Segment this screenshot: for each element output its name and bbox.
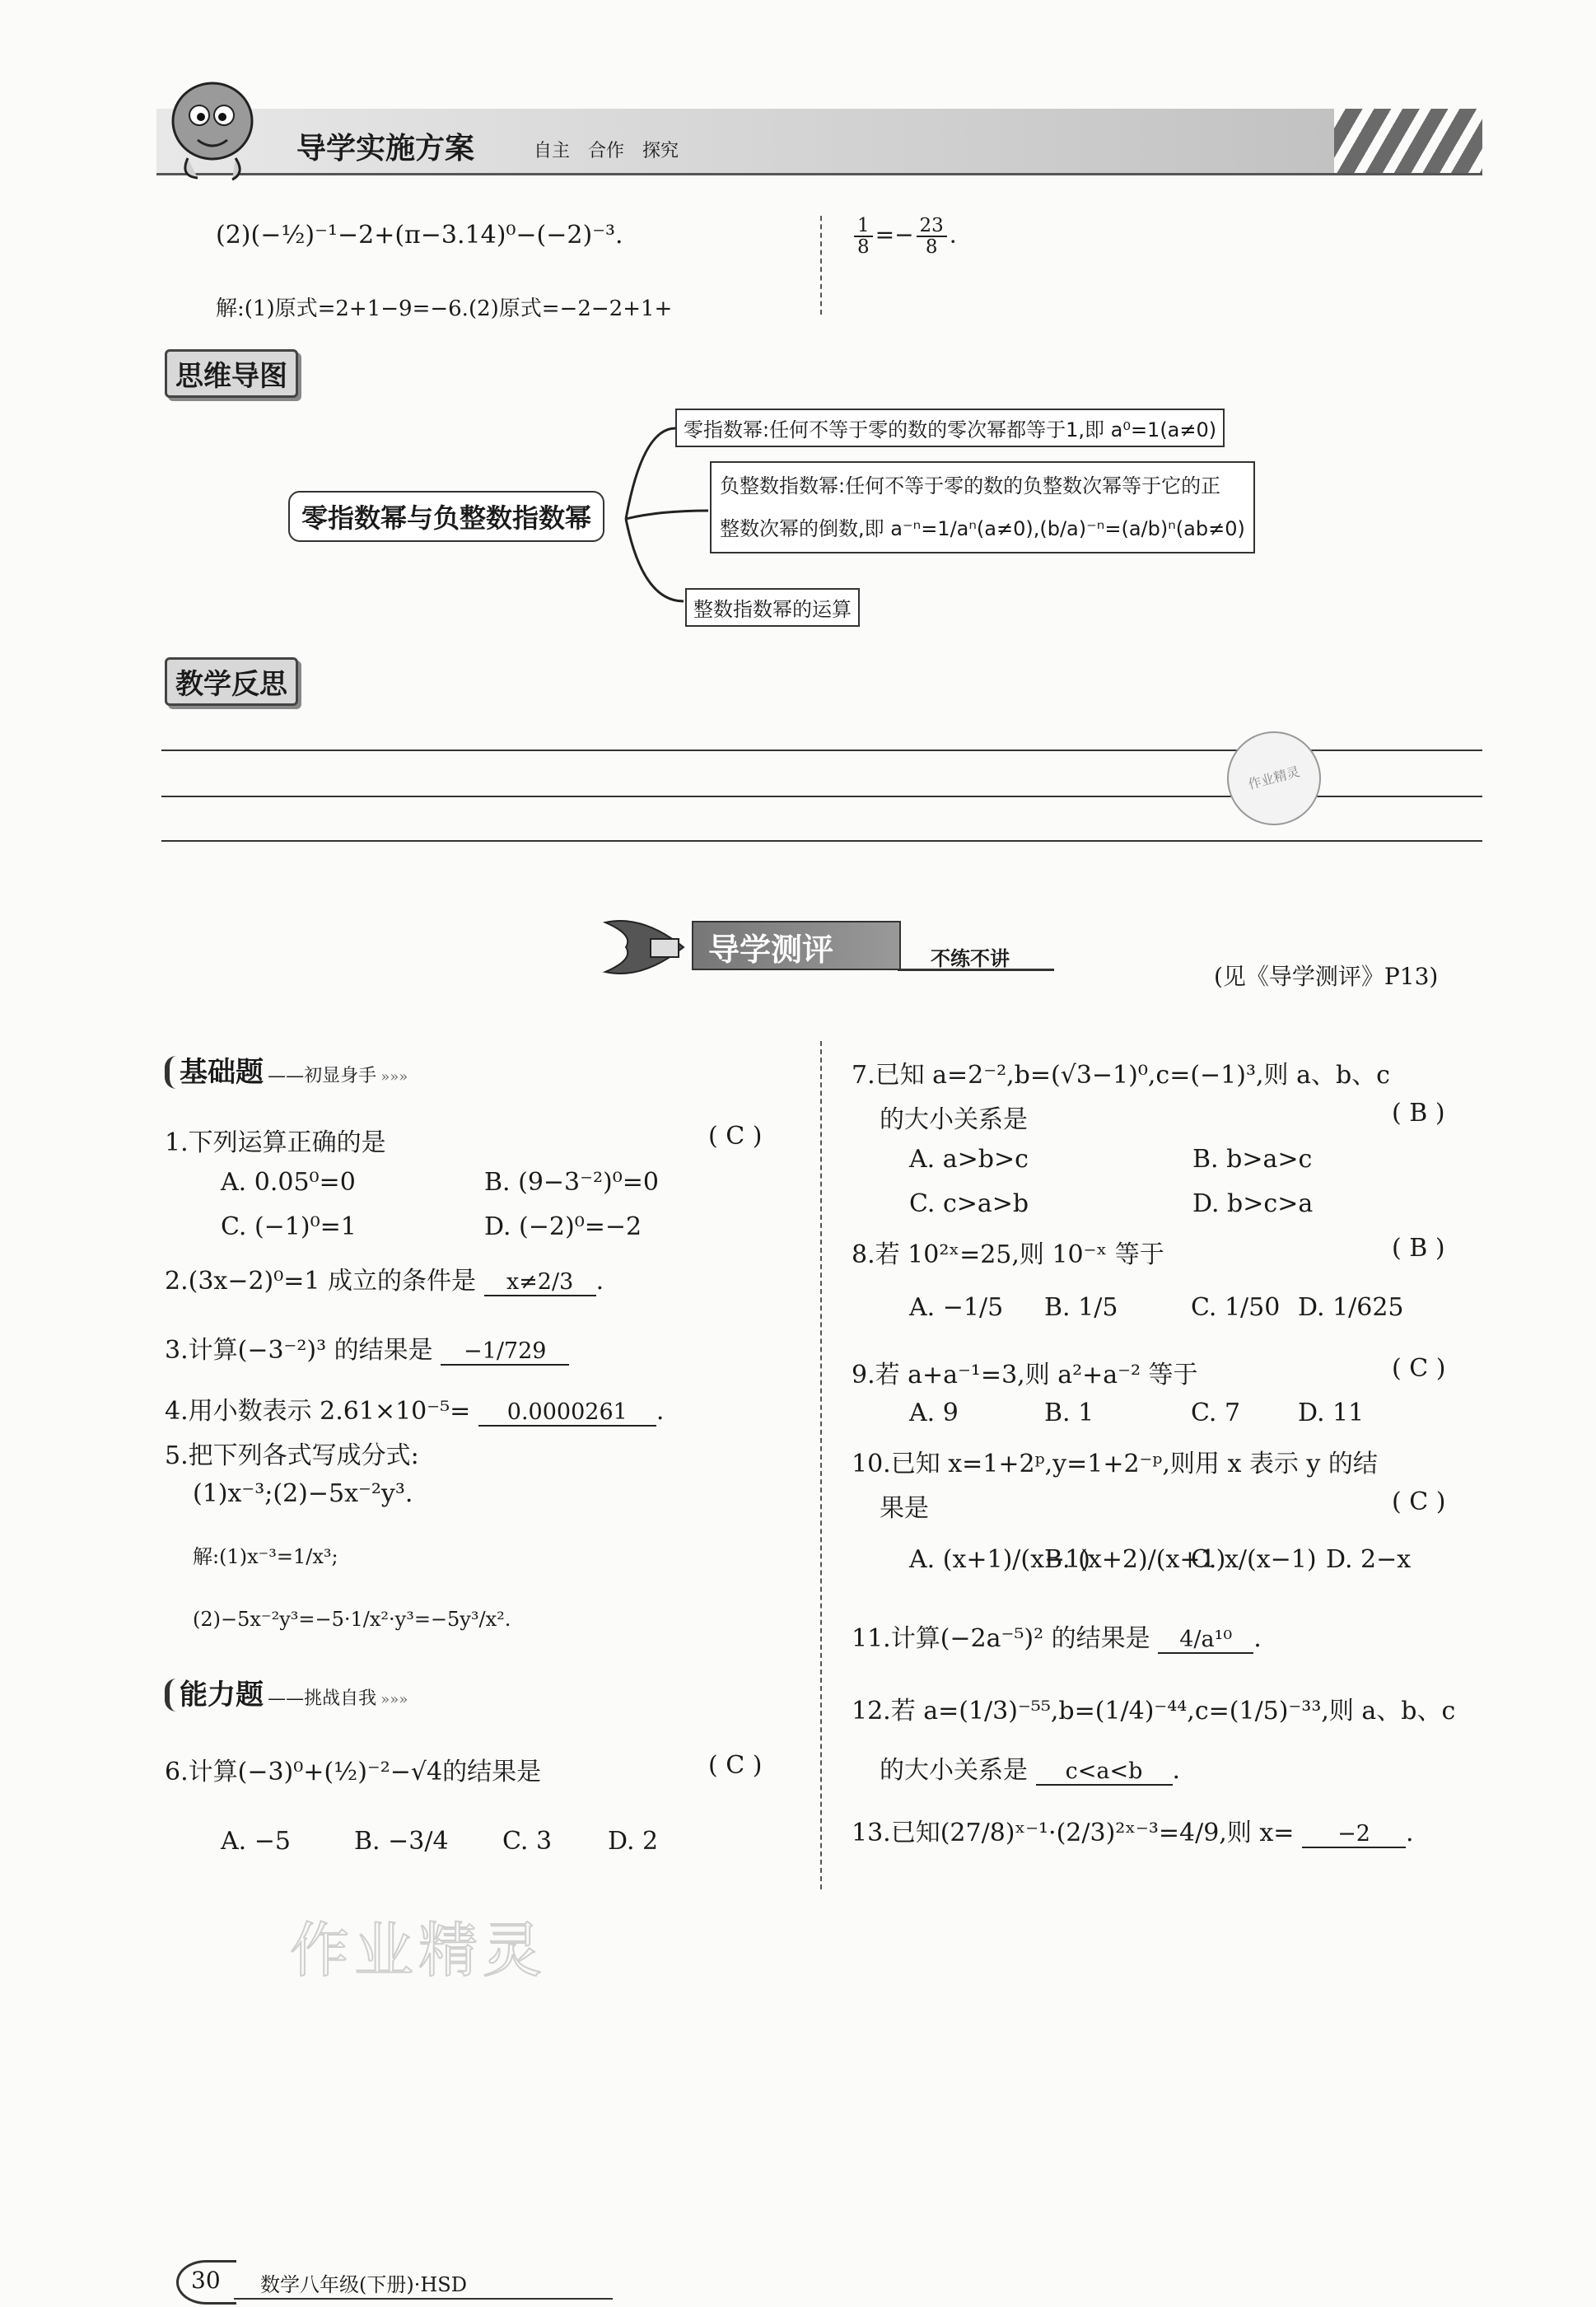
q10: 10.已知 x=1+2ᵖ,y=1+2⁻ᵖ,则用 x 表示 y 的结 [852, 1450, 1378, 1478]
q9-answer: ( C ) [1392, 1354, 1446, 1383]
q8-option-d: D. 1/625 [1298, 1293, 1404, 1322]
reflection-line-3 [161, 840, 1482, 842]
basic-section-header [165, 1049, 408, 1090]
basic-subtitle: ——初显身手 [268, 1066, 377, 1086]
top-problem-2: (2)(−½)⁻¹−2+(π−3.14)⁰−(−2)⁻³. [216, 221, 623, 250]
test-banner [601, 914, 1054, 980]
q10-option-a: A. (x+1)/(x−1) [909, 1545, 1090, 1574]
q2: 2.(3x−2)⁰=1 成立的条件是 x≠2/3 . [165, 1267, 604, 1296]
q12-answer: c<a<b [1036, 1758, 1173, 1786]
top-vertical-divider [820, 216, 822, 315]
top-solution-text: 解:(1)原式=2+1−9=−6.(2)原式=−2−2+1+ [216, 297, 673, 321]
q1: 1.下列运算正确的是 [165, 1128, 386, 1157]
q6: 6.计算(−3)⁰+(½)⁻²−√4的结果是 [165, 1758, 542, 1786]
q11: 11.计算(−2a⁻⁵)² 的结果是 4/a¹⁰ . [852, 1624, 1262, 1653]
q8-option-b: B. 1/5 [1044, 1293, 1118, 1322]
ability-subtitle: ——挑战自我 [268, 1688, 377, 1709]
q9: 9.若 a+a⁻¹=3,则 a²+a⁻² 等于 [852, 1361, 1198, 1389]
basic-title: 基础题 [165, 1056, 264, 1089]
q8-option-a: A. −1/5 [909, 1293, 1004, 1322]
header-title: 导学实施方案 [296, 132, 475, 166]
q10-option-b: B. (x+2)/(x+1) [1044, 1545, 1226, 1574]
mascot-icon [163, 76, 262, 183]
q12-line2: 的大小关系是 c<a<b . [880, 1756, 1181, 1785]
q8-answer: ( B ) [1392, 1234, 1445, 1263]
q13-answer: −2 [1302, 1821, 1406, 1848]
mindmap-section-title: 思维导图 [165, 349, 298, 398]
q9-option-b: B. 1 [1044, 1399, 1094, 1427]
banner-wing-icon [601, 914, 692, 980]
q7-option-c: C. c>a>b [909, 1189, 1029, 1218]
q6-option-d: D. 2 [608, 1827, 659, 1856]
mindmap-node-integer-operations: 整数指数幂的运算 [685, 588, 860, 627]
q12: 12.若 a=(1/3)⁻⁵⁵,b=(1/4)⁻⁴⁴,c=(1/5)⁻³³,则 a、b、c [852, 1697, 1456, 1726]
q6-option-b: B. −3/4 [354, 1827, 449, 1856]
q11-answer: 4/a¹⁰ [1158, 1627, 1253, 1654]
q10-option-d: D. 2−x [1326, 1545, 1412, 1574]
banner-underline [898, 969, 1054, 971]
mindmap-node-negative-line1: 负整数指数幂:任何不等于零的数的负整数次幂等于它的正 [720, 474, 1221, 497]
reflection-section-title: 教学反思 [165, 657, 298, 706]
q5-sub: (1)x⁻³;(2)−5x⁻²y³. [193, 1479, 413, 1508]
q7-option-d: D. b>c>a [1192, 1189, 1314, 1218]
q10-line2: 果是 [880, 1494, 929, 1523]
q3-answer: −1/729 [441, 1338, 569, 1366]
q6-option-a: A. −5 [221, 1827, 291, 1856]
q8-option-c: C. 1/50 [1191, 1293, 1281, 1322]
q1-option-c: C. (−1)⁰=1 [221, 1212, 357, 1241]
q5-solution-2: (2)−5x⁻²y³=−5·1/x²·y³=−5y³/x². [193, 1608, 511, 1631]
ability-title: 能力题 [165, 1679, 264, 1712]
q6-option-c: C. 3 [502, 1827, 553, 1856]
banner-tag: 不练不讲 [931, 947, 1010, 970]
q8: 8.若 10²ˣ=25,则 10⁻ˣ 等于 [852, 1240, 1164, 1269]
q5: 5.把下列各式写成分式: [165, 1441, 419, 1470]
q1-answer: ( C ) [708, 1122, 763, 1151]
q6-answer: ( C ) [708, 1751, 763, 1780]
chevrons-icon: »»» [380, 1068, 408, 1086]
stamp-icon: 作业精灵 [1216, 721, 1332, 836]
q4-answer: 0.0000261 [478, 1399, 656, 1427]
q9-option-a: A. 9 [909, 1399, 959, 1427]
header-subtitle: 自主 合作 探究 [534, 141, 679, 161]
q5-solution-1: 解:(1)x⁻³=1/x³; [193, 1545, 338, 1568]
mindmap-node-negative-line2: 整数次幂的倒数,即 a⁻ⁿ=1/aⁿ(a≠0),(b/a)⁻ⁿ=(a/b)ⁿ(ab≠0) [720, 517, 1245, 540]
ability-section-header [165, 1672, 408, 1712]
q7-option-b: B. b>a>c [1192, 1145, 1313, 1174]
q9-option-c: C. 7 [1191, 1399, 1241, 1427]
q9-option-d: D. 11 [1298, 1399, 1365, 1427]
chevrons-icon: »»» [380, 1691, 408, 1708]
column-divider [820, 1041, 822, 1889]
q13: 13.已知(27/8)ˣ⁻¹·(2/3)²ˣ⁻³=4/9,则 x= −2 . [852, 1819, 1414, 1847]
q7-line2: 的大小关系是 [880, 1105, 1028, 1134]
q10-option-c: C. x/(x−1) [1191, 1545, 1317, 1574]
q7: 7.已知 a=2⁻²,b=(√3−1)⁰,c=(−1)³,则 a、b、c [852, 1061, 1390, 1090]
footer-page-number: 30 [191, 2267, 221, 2294]
q7-answer: ( B ) [1392, 1099, 1445, 1128]
header-stripes [1334, 109, 1482, 173]
q4: 4.用小数表示 2.61×10⁻⁵= 0.0000261 . [165, 1397, 665, 1426]
mindmap-node-negative-exponent [710, 461, 1255, 553]
q10-answer: ( C ) [1392, 1487, 1446, 1516]
footer-rule [234, 2298, 613, 2300]
banner-title: 导学测评 [708, 932, 834, 968]
q1-option-d: D. (−2)⁰=−2 [484, 1212, 642, 1241]
q2-answer: x≠2/3 [484, 1269, 596, 1296]
top-solution-tail: $\frac{1}{8}$ =− $\frac{23}{8}$ . [852, 216, 957, 257]
mindmap-center: 零指数幂与负整数指数幂 [288, 491, 604, 542]
test-reference: (见《导学测评》P13) [1214, 963, 1439, 990]
mindmap-node-zero-exponent: 零指数幂:任何不等于零的数的零次幂都等于1,即 a⁰=1(a≠0) [675, 409, 1225, 447]
footer-book-title: 数学八年级(下册)·HSD [260, 2273, 467, 2296]
q7-option-a: A. a>b>c [909, 1145, 1029, 1174]
watermark: 作业精灵 [290, 1916, 548, 1985]
q1-option-b: B. (9−3⁻²)⁰=0 [484, 1168, 659, 1197]
q3: 3.计算(−3⁻²)³ 的结果是 −1/729 [165, 1329, 569, 1366]
q1-option-a: A. 0.05⁰=0 [221, 1168, 356, 1197]
